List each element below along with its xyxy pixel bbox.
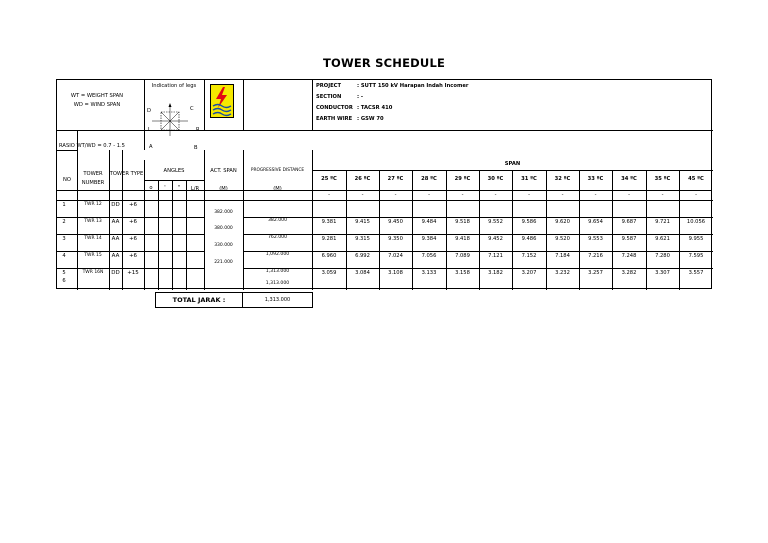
col-progressive-distance: PROGRESSIVE DISTANCE (250, 168, 305, 173)
legend-wind-span: WD = WIND SPAN (73, 102, 121, 108)
col-degree: o (149, 185, 153, 191)
dash-cell: - (461, 192, 464, 198)
sag-value: 9.587 (621, 236, 637, 242)
rule (172, 180, 173, 290)
progressive-distance-value: 1,092.000 (265, 252, 290, 257)
tower-schedule-table (56, 79, 712, 289)
rule (243, 234, 713, 235)
leg-l-label: L (148, 127, 151, 133)
act-span-value: 330.000 (214, 243, 233, 248)
sag-value: 9.450 (388, 219, 403, 225)
rule (204, 80, 205, 130)
leg-b-label: B (194, 145, 198, 151)
col-act-span: ACT. SPAN (210, 168, 237, 174)
dash-cell: - (394, 192, 397, 198)
sag-value: 9.687 (621, 219, 637, 225)
sag-value: 3.059 (321, 270, 337, 276)
section-label: SECTION (316, 94, 342, 100)
col-tower-number: TOWER NUMBER (81, 171, 105, 186)
act-span-value: 380.000 (214, 226, 233, 231)
temperature-header: 30 ºC (487, 176, 504, 182)
sag-value: 9.518 (455, 219, 470, 225)
rule (243, 200, 713, 201)
total-distance-label: TOTAL JARAK : (155, 292, 243, 308)
col-no: NO (63, 177, 71, 183)
tower-number: TWR 12 (84, 202, 102, 207)
rule (57, 234, 204, 235)
tower-number: TWR 13 (84, 219, 102, 224)
progressive-distance-value: 762.000 (268, 235, 287, 240)
pln-logo (210, 84, 234, 118)
legs-title: Indication of legs (151, 83, 197, 89)
earth-wire-value: : GSW 70 (357, 116, 384, 122)
sag-value: 6.992 (355, 253, 370, 259)
progressive-distance-value: 1,313.000 (265, 281, 290, 286)
sag-value: 9.381 (321, 219, 337, 225)
rule (77, 130, 78, 290)
sag-value: 3.133 (421, 270, 437, 276)
col-angles: ANGLES (163, 168, 185, 174)
dash-cell: - (528, 192, 530, 198)
sag-value: 7.595 (688, 253, 704, 259)
legend-weight-span: WT = WEIGHT SPAN (70, 93, 124, 99)
rule (243, 217, 713, 218)
dash-cell: - (594, 192, 597, 198)
row-number: 5 (62, 270, 66, 276)
sag-value: 7.216 (588, 253, 603, 259)
rule (186, 180, 187, 290)
rule (243, 268, 713, 269)
leg-a-label: A (149, 144, 153, 150)
tower-type: AA (111, 236, 120, 242)
sag-value: 9.315 (355, 236, 370, 242)
sag-value: 3.182 (488, 270, 503, 276)
temperature-header: 33 ºC (587, 176, 604, 182)
conductor-value: : TACSR 410 (357, 105, 393, 111)
rule (57, 251, 204, 252)
legend-ratio: RASIO WT/WD = 0.7 - 1.5 (59, 143, 125, 149)
col-span: SPAN (504, 161, 521, 167)
sag-value: 3.207 (521, 270, 537, 276)
row-number: 2 (62, 219, 66, 225)
rule (144, 180, 204, 181)
sag-value: 7.152 (521, 253, 537, 259)
dash-cell: - (661, 192, 664, 198)
sag-value: 3.084 (355, 270, 370, 276)
sag-value: 3.557 (688, 270, 704, 276)
temperature-header: 32 ºC (554, 176, 571, 182)
temperature-header: 35 ºC (654, 176, 671, 182)
rule (158, 180, 159, 290)
act-span-value: 221.000 (214, 260, 233, 265)
sag-value: 10.056 (686, 219, 706, 225)
dash-cell: - (695, 192, 697, 198)
sag-value: 9.520 (555, 236, 570, 242)
rule (204, 200, 243, 201)
sag-value: 9.553 (588, 236, 603, 242)
col-second: " (177, 185, 181, 191)
tower-number: TWR 14 (84, 236, 102, 241)
sag-value: 9.621 (655, 236, 670, 242)
sag-value: 9.955 (688, 236, 704, 242)
sag-value: 7.024 (388, 253, 403, 259)
temperature-header: 31 ºC (521, 176, 537, 182)
dash-cell: - (561, 192, 564, 198)
temperature-header: 25 ºC (321, 176, 337, 182)
sag-value: 9.281 (321, 236, 337, 242)
leg-c-label: C (190, 106, 194, 112)
temperature-header: 34 ºC (621, 176, 637, 182)
act-span-value: 382.000 (214, 210, 233, 215)
tower-type: AA (111, 219, 120, 225)
col-tower-type: TOWER TYPE (109, 171, 144, 177)
tower-type: AA (111, 253, 120, 259)
sag-value: 9.654 (588, 219, 603, 225)
leg-r-label: R (196, 127, 200, 133)
total-distance-value: 1,313.000 (243, 292, 313, 308)
conductor-label: CONDUCTOR (316, 105, 353, 111)
sag-value: 9.721 (655, 219, 670, 225)
temperature-header: 27 ºC (387, 176, 404, 182)
sag-value: 7.248 (621, 253, 637, 259)
sag-value: 7.089 (455, 253, 470, 259)
tower-number: TWR 15 (84, 253, 102, 258)
temperature-header: 45 ºC (688, 176, 704, 182)
progressive-distance-value: 1,313.000 (265, 269, 290, 274)
tower-extension: +15 (127, 270, 139, 276)
tower-number: TWR 16N (82, 270, 104, 275)
dash-cell: - (494, 192, 497, 198)
sag-value: 6.960 (321, 253, 337, 259)
dash-cell: - (428, 192, 430, 198)
tower-extension: +6 (128, 219, 138, 225)
legs-diagram (144, 90, 204, 150)
row-number: 1 (62, 202, 66, 208)
col-lr: L/R (190, 186, 200, 192)
earth-wire-label: EARTH WIRE (316, 116, 353, 122)
dash-cell: - (328, 192, 330, 198)
sag-value: 3.232 (555, 270, 570, 276)
page-title: TOWER SCHEDULE (322, 56, 446, 70)
sag-value: 9.586 (521, 219, 537, 225)
temperature-header: 26 ºC (354, 176, 371, 182)
sag-value: 9.486 (521, 236, 537, 242)
sag-value: 7.280 (655, 253, 670, 259)
sag-value: 9.620 (555, 219, 570, 225)
dash-cell: - (628, 192, 630, 198)
temperature-header: 29 ºC (454, 176, 471, 182)
col-progressive-distance-unit: (M) (273, 186, 282, 192)
project-value: : SUTT 150 kV Harapan Indah Incomer (357, 83, 469, 89)
section-value: : - (357, 94, 364, 100)
sag-value: 3.257 (588, 270, 603, 276)
rule (57, 217, 204, 218)
sag-value: 9.452 (488, 236, 503, 242)
rule (57, 200, 204, 201)
col-minute: ' (164, 185, 166, 191)
progressive-distance-value: 382.000 (268, 218, 287, 223)
rule (312, 80, 313, 130)
sag-value: 3.307 (655, 270, 670, 276)
sag-value: 9.552 (488, 219, 503, 225)
leg-d-label: D (147, 108, 151, 114)
sag-value: 7.056 (421, 253, 437, 259)
sag-value: 9.484 (421, 219, 437, 225)
sag-value: 9.384 (421, 236, 437, 242)
sag-value: 3.158 (455, 270, 470, 276)
row-number: 4 (62, 253, 66, 259)
rule (57, 268, 204, 269)
sag-value: 7.121 (488, 253, 503, 259)
tower-extension: +6 (128, 202, 138, 208)
sag-value: 9.350 (388, 236, 403, 242)
row-number: 3 (62, 236, 66, 242)
dash-cell: - (361, 192, 364, 198)
tower-extension: +6 (128, 253, 138, 259)
project-label: PROJECT (316, 83, 342, 89)
tower-type: DD (111, 202, 120, 208)
sag-value: 7.184 (555, 253, 570, 259)
tower-type: DD (111, 270, 120, 276)
rule (243, 80, 244, 130)
sag-value: 3.108 (388, 270, 403, 276)
temperature-header: 28 ºC (421, 176, 437, 182)
sag-value: 9.418 (455, 236, 470, 242)
col-act-span-unit: (M) (219, 186, 228, 192)
rule (243, 251, 713, 252)
rule (57, 150, 77, 151)
sag-value: 9.415 (355, 219, 370, 225)
row-number: 6 (62, 278, 66, 284)
tower-extension: +6 (128, 236, 138, 242)
sag-value: 3.282 (621, 270, 637, 276)
